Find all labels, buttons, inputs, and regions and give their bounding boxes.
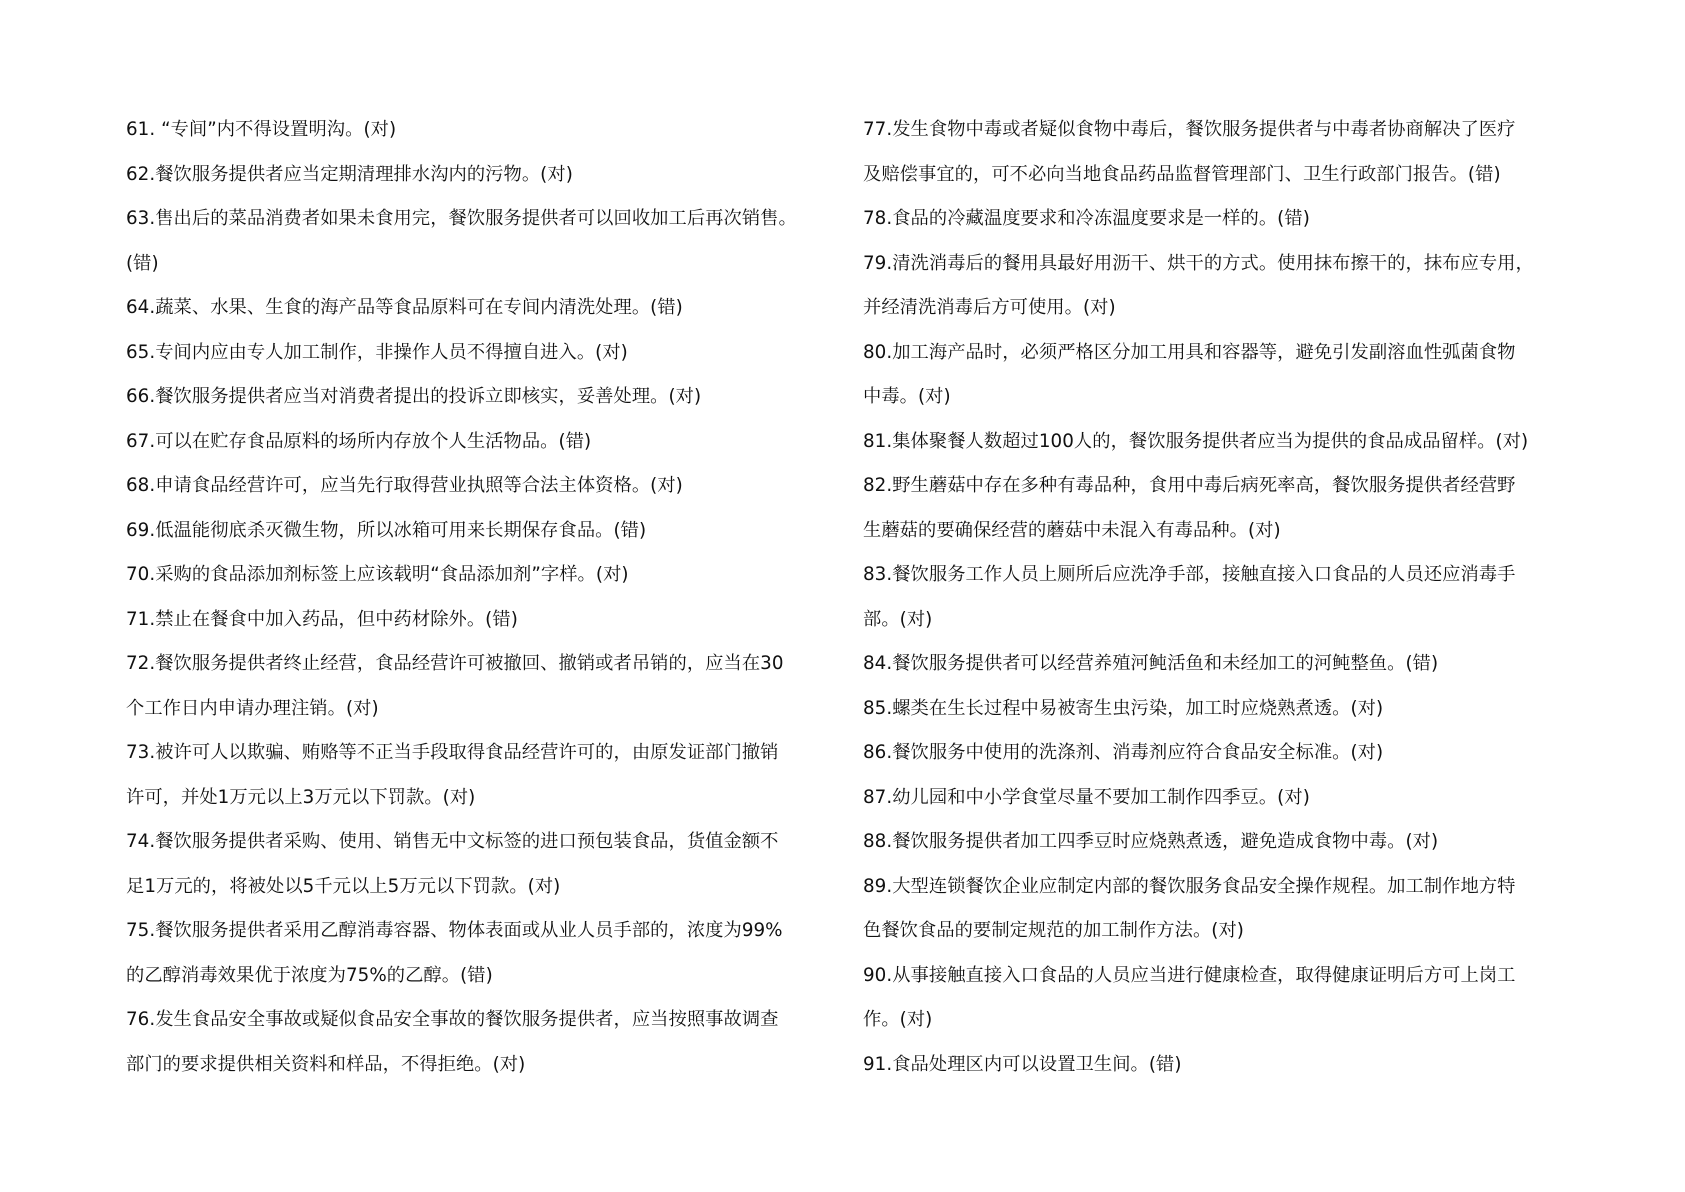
question-line: 72.餐饮服务提供者终止经营，食品经营许可被撤回、撤销或者吊销的，应当在30	[126, 653, 784, 674]
question-line: 66.餐饮服务提供者应当对消费者提出的投诉立即核实，妥善处理。(对)	[126, 386, 702, 407]
question-line: 个工作日内申请办理注销。(对)	[126, 697, 379, 719]
question-line: 64.蔬菜、水果、生食的海产品等食品原料可在专间内清洗处理。(错)	[126, 297, 683, 318]
question-line: 89.大型连锁餐饮企业应制定内部的餐饮服务食品安全操作规程。加工制作地方特	[863, 875, 1516, 897]
question-line: 75.餐饮服务提供者采用乙醇消毒容器、物体表面或从业人员手部的，浓度为99%	[126, 920, 783, 941]
question-line: 足1万元的，将被处以5千元以上5万元以下罚款。(对)	[126, 875, 561, 897]
question-line: 76.发生食品安全事故或疑似食品安全事故的餐饮服务提供者，应当按照事故调查	[126, 1009, 779, 1030]
question-line: 77.发生食物中毒或者疑似食物中毒后，餐饮服务提供者与中毒者协商解决了医疗	[863, 119, 1516, 140]
question-line: 的乙醇消毒效果优于浓度为75%的乙醇。(错)	[126, 964, 493, 986]
question-line: 85.螺类在生长过程中易被寄生虫污染，加工时应烧熟煮透。(对)	[863, 697, 1384, 719]
left-column	[126, 108, 851, 1087]
question-line: (错)	[126, 252, 159, 274]
question-line: 69.低温能彻底杀灭微生物，所以冰箱可用来长期保存食品。(错)	[126, 519, 647, 541]
question-line: 作。(对)	[863, 1009, 933, 1030]
question-line: 80.加工海产品时，必须严格区分加工用具和容器等，避免引发副溶血性弧菌食物	[863, 341, 1516, 363]
right-column	[863, 108, 1563, 1087]
question-line: 82.野生蘑菇中存在多种有毒品种，食用中毒后病死率高，餐饮服务提供者经营野	[863, 475, 1516, 496]
question-line: 65.专间内应由专人加工制作，非操作人员不得擅自进入。(对)	[126, 341, 628, 363]
question-line: 色餐饮食品的要制定规范的加工制作方法。(对)	[863, 920, 1244, 941]
question-line: 84.餐饮服务提供者可以经营养殖河鲀活鱼和未经加工的河鲀整鱼。(错)	[863, 653, 1439, 674]
question-line: 61. “专间”内不得设置明沟。(对)	[126, 119, 397, 140]
question-line: 78.食品的冷藏温度要求和冷冻温度要求是一样的。(错)	[863, 208, 1310, 229]
question-line: 68.申请食品经营许可，应当先行取得营业执照等合法主体资格。(对)	[126, 475, 683, 496]
question-line: 63.售出后的菜品消费者如果未食用完，餐饮服务提供者可以回收加工后再次销售。	[126, 208, 797, 229]
question-line: 部。(对)	[863, 608, 933, 630]
question-line: 许可，并处1万元以上3万元以下罚款。(对)	[126, 786, 476, 808]
question-line: 86.餐饮服务中使用的洗涤剂、消毒剂应符合食品安全标准。(对)	[863, 742, 1384, 763]
question-line: 71.禁止在餐食中加入药品，但中药材除外。(错)	[126, 608, 518, 630]
question-line: 中毒。(对)	[863, 386, 951, 407]
question-line: 83.餐饮服务工作人员上厕所后应洗净手部，接触直接入口食品的人员还应消毒手	[863, 564, 1516, 585]
question-line: 91.食品处理区内可以设置卫生间。(错)	[863, 1053, 1182, 1075]
question-line: 及赔偿事宜的，可不必向当地食品药品监督管理部门、卫生行政部门报告。(错)	[863, 163, 1501, 185]
question-line: 70.采购的食品添加剂标签上应该载明“食品添加剂”字样。(对)	[126, 564, 629, 585]
question-line: 67.可以在贮存食品原料的场所内存放个人生活物品。(错)	[126, 430, 592, 452]
question-line: 87.幼儿园和中小学食堂尽量不要加工制作四季豆。(对)	[863, 786, 1310, 808]
question-line: 88.餐饮服务提供者加工四季豆时应烧熟煮透，避免造成食物中毒。(对)	[863, 831, 1439, 852]
question-line: 79.清洗消毒后的餐用具最好用沥干、烘干的方式。使用抹布擦干的，抹布应专用，	[863, 252, 1534, 274]
question-line: 并经清洗消毒后方可使用。(对)	[863, 297, 1116, 318]
question-line: 74.餐饮服务提供者采购、使用、销售无中文标签的进口预包装食品，货值金额不	[126, 831, 779, 852]
question-line: 生蘑菇的要确保经营的蘑菇中未混入有毒品种。(对)	[863, 519, 1281, 541]
question-line: 90.从事接触直接入口食品的人员应当进行健康检查，取得健康证明后方可上岗工	[863, 964, 1516, 986]
question-line: 73.被许可人以欺骗、贿赂等不正当手段取得食品经营许可的，由原发证部门撤销	[126, 742, 779, 763]
question-line: 部门的要求提供相关资料和样品，不得拒绝。(对)	[126, 1053, 526, 1075]
question-line: 62.餐饮服务提供者应当定期清理排水沟内的污物。(对)	[126, 163, 573, 185]
question-line: 81.集体聚餐人数超过100人的，餐饮服务提供者应当为提供的食品成品留样。(对)	[863, 430, 1529, 452]
